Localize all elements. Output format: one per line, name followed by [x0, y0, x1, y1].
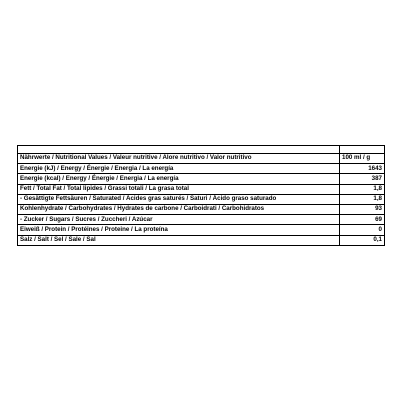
table-row: [18, 194, 385, 204]
row-value: 1643: [340, 164, 385, 174]
row-label: Energie (kJ) / Energy / Énergie / Energia / La energía: [18, 164, 340, 174]
nutrition-table: [17, 145, 385, 246]
row-value: 1,8: [340, 184, 385, 194]
row-label: - Zucker / Sugars / Sucres / Zuccheri / Azúcar: [18, 215, 340, 225]
row-value: 0: [340, 225, 385, 235]
row-label: Eiweiß / Protein / Protéines / Proteine / La proteína: [18, 225, 340, 235]
table-row: [18, 225, 385, 235]
row-value: 1,8: [340, 194, 385, 204]
row-value: 0,1: [340, 235, 385, 245]
row-label: - Gesättigte Fettsäuren / Saturated / Acides gras saturés / Saturi / Ácido graso saturado: [18, 194, 340, 204]
row-label: Fett / Total Fat / Total lipides / Grassi totali / La grasa total: [18, 184, 340, 194]
header-label: Nährwerte / Nutritional Values / Valeur nutritive / Alore nutritivo / Valor nutritivo: [18, 154, 340, 164]
table-row: [18, 184, 385, 194]
row-value: 69: [340, 215, 385, 225]
row-label: Kohlenhydrate / Carbohydrates / Hydrates de carbone / Carboidrati / Carbohidratos: [18, 204, 340, 214]
row-value: 387: [340, 174, 385, 184]
table-row: [18, 204, 385, 214]
table-row: [18, 164, 385, 174]
table-row: [18, 174, 385, 184]
row-label: Salz / Salt / Sel / Sale / Sal: [18, 235, 340, 245]
table-header-row: [18, 154, 385, 164]
row-label: Energie (kcal) / Energy / Énergie / Energia / La energía: [18, 174, 340, 184]
table-top-spacer: [18, 146, 385, 154]
table-row: [18, 235, 385, 245]
row-value: 93: [340, 204, 385, 214]
header-unit: 100 ml / g: [340, 154, 385, 164]
table-row: [18, 215, 385, 225]
